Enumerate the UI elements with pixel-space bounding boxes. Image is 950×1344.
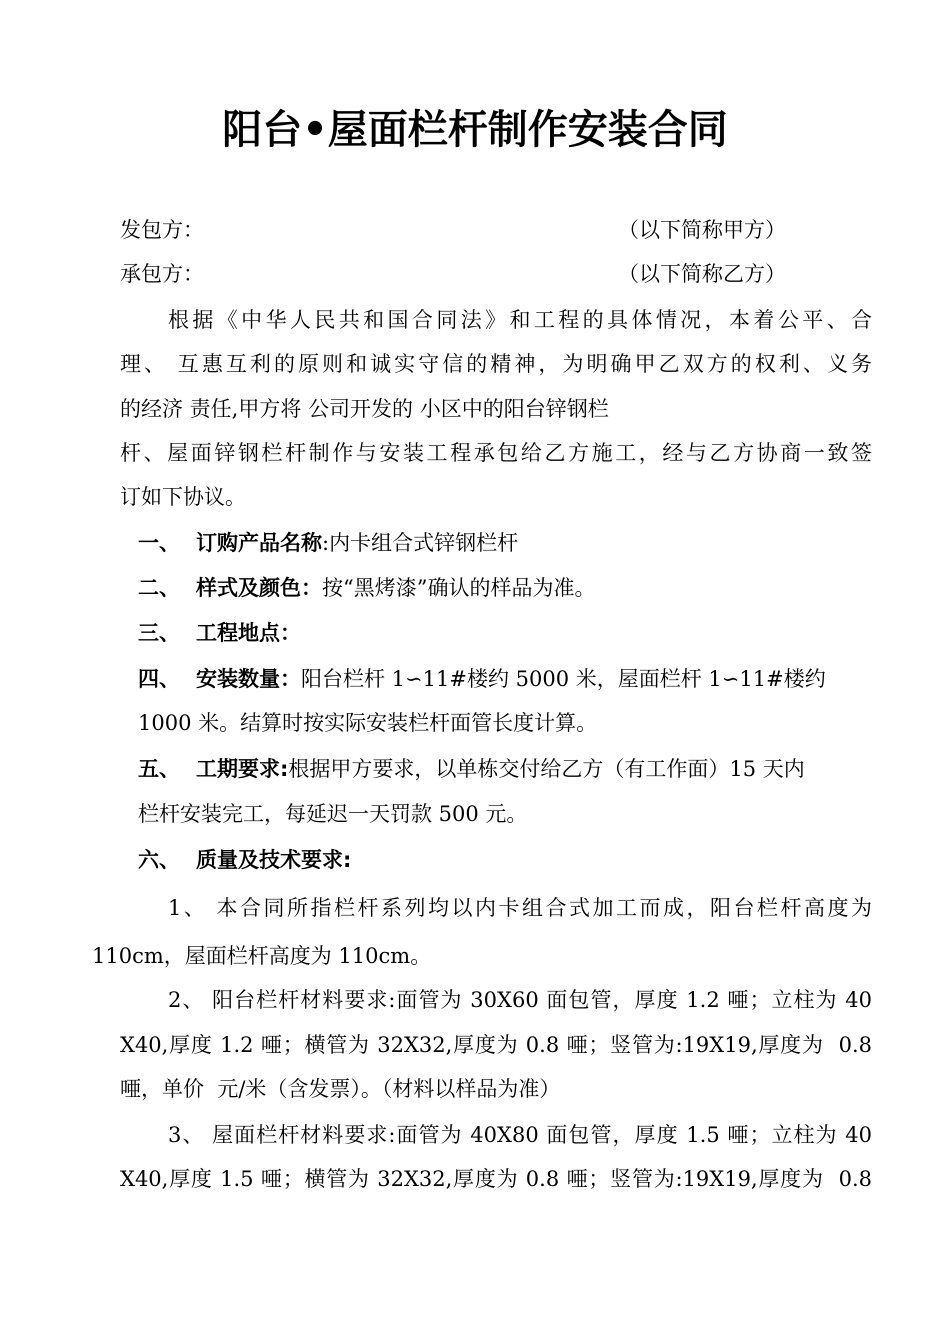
clause-2-label: 样式及颜色： [196,576,322,600]
clause-6-label: 质量及技术要求: [196,848,352,872]
clause-5-text: 根据甲方要求，以单栋交付给乙方（有工作面）15 天内 [288,757,805,781]
clause-5-number: 五、 [138,757,180,781]
intro-line-5: 订如下协议。 [120,485,246,509]
clause-3-label: 工程地点： [196,621,301,645]
clause-1-label: 订购产品名称 [196,531,322,555]
item-3-line-2: X40,厚度 1.5 唖；横管为 32X32,厚度为 0.8 唖；竖管为:19X19,厚度为 0.8 [120,1167,872,1191]
contractor-note: （以下简称甲方） [618,218,786,242]
clause-4-label: 安装数量： [196,667,301,691]
item-2-line-3: 唖，单价 元/米（含发票）。（材料以样品为准） [120,1077,561,1101]
clause-4-number: 四、 [138,667,180,691]
clause-6 [138,845,351,875]
clause-5 [138,754,805,784]
intro-line-1: 根据《中华人民共和国合同法》和工程的具体情况，本着公平、合 [168,308,872,332]
contractor-label: 发包方： [120,218,204,242]
clause-2 [138,573,595,603]
item-1-line-1: 1、 本合同所指栏杆系列均以内卡组合式加工而成，阳台栏杆高度为 [168,896,872,920]
clause-1-text: :内卡组合式锌钢栏杆 [322,531,519,555]
item-3-line-1: 3、 屋面栏杆材料要求:面管为 40X80 面包管，厚度 1.5 唖；立柱为 40 [168,1123,872,1147]
clause-3-number: 三、 [138,621,180,645]
intro-line-3: 的经济 责任,甲方将 公司开发的 小区中的阳台锌钢栏 [120,397,609,421]
clause-4-continuation: 1000 米。结算时按实际安装栏杆面管长度计算。 [138,711,598,735]
subcontractor-note: （以下简称乙方） [618,262,786,286]
item-2-line-1: 2、 阳台栏杆材料要求:面管为 30X60 面包管，厚度 1.2 唖；立柱为 40 [168,988,872,1012]
item-2-line-2: X40,厚度 1.2 唖；横管为 32X32,厚度为 0.8 唖；竖管为:19X19,厚度为 0.8 [120,1033,872,1057]
clause-4 [138,664,826,694]
clause-1-number: 一、 [138,531,180,555]
document-title: 阳台•屋面栏杆制作安装合同 [222,107,728,153]
subcontractor-label: 承包方： [120,262,204,286]
clause-5-label: 工期要求: [196,757,289,781]
intro-line-4: 杆、屋面锌钢栏杆制作与安装工程承包给乙方施工，经与乙方协商一致签 [120,441,872,465]
item-1-line-2: 110cm，屋面栏杆高度为 110cm。 [92,944,432,968]
clause-3 [138,618,301,648]
clause-2-text: 按“黑烤漆”确认的样品为准。 [322,576,596,600]
intro-line-2: 理、 互惠互利的原则和诚实守信的精神，为明确甲乙双方的权利、义务 [120,352,872,376]
clause-1 [138,528,518,558]
clause-4-text: 阳台栏杆 1∽11#楼约 5000 米，屋面栏杆 1∽11#楼约 [301,667,826,691]
clause-2-number: 二、 [138,576,180,600]
clause-6-number: 六、 [138,848,180,872]
clause-5-continuation: 栏杆安装完工，每延迟一天罚款 500 元。 [138,802,528,826]
